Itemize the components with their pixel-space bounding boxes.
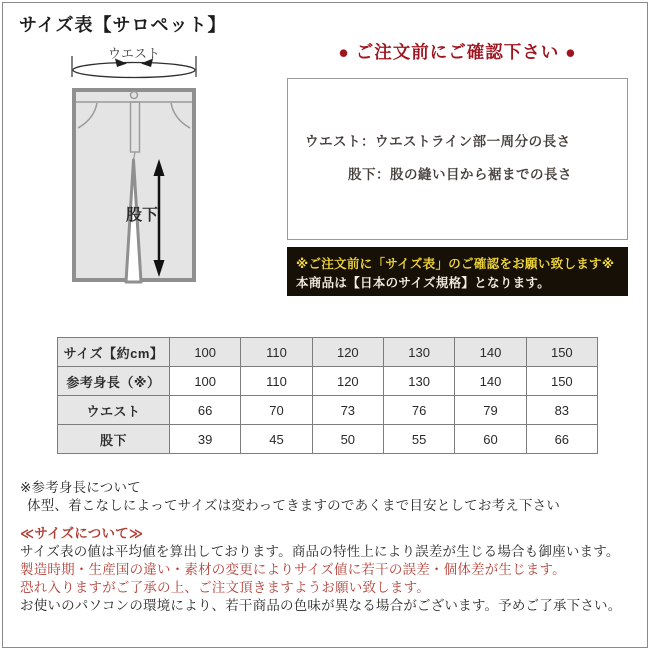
inseam-value: 55 — [383, 425, 454, 454]
table-row-height — [58, 367, 598, 396]
size-table — [57, 337, 598, 454]
size-value: 150 — [526, 338, 597, 367]
warning-line-2: 本商品は【日本のサイズ規格】となります。 — [296, 276, 551, 290]
size-value: 130 — [383, 338, 454, 367]
height-value: 150 — [526, 367, 597, 396]
waist-definition: ウエスト：ウエストライン部一周分の長さ — [305, 134, 571, 149]
inseam-value: 45 — [241, 425, 312, 454]
table-row-waist — [58, 396, 598, 425]
waist-value: 66 — [170, 396, 241, 425]
height-value: 140 — [455, 367, 526, 396]
inseam-value: 50 — [312, 425, 383, 454]
note-about-line-1: サイズ表の値は平均値を算出しております。商品の特性上により誤差が生じる場合も御座います。 — [20, 544, 620, 559]
height-value: 120 — [312, 367, 383, 396]
note-about-line-2: 製造時期・生産国の違い・素材の変更によりサイズ値に若干の誤差・個体差が生じます。 — [20, 562, 566, 577]
page-title: サイズ表【サロペット】 — [19, 15, 227, 35]
inseam-value: 60 — [455, 425, 526, 454]
waist-value: 76 — [383, 396, 454, 425]
waist-value: 73 — [312, 396, 383, 425]
table-row-inseam — [58, 425, 598, 454]
note-about-line-4: お使いのパソコンの環境により、若干商品の色味が異なる場合がございます。予めご了承下さい。 — [20, 598, 622, 613]
note-height-title: ※参考身長について — [20, 480, 141, 495]
definition-box — [287, 78, 628, 240]
inseam-value: 66 — [526, 425, 597, 454]
table-header-height: 参考身長（※） — [58, 367, 170, 396]
notice-heading — [287, 39, 628, 64]
inseam-value: 39 — [170, 425, 241, 454]
red-dot-icon: ● — [338, 42, 350, 62]
table-row-sizes — [58, 338, 598, 367]
size-value: 100 — [170, 338, 241, 367]
height-value: 130 — [383, 367, 454, 396]
table-header-size: サイズ【約cm】 — [58, 338, 170, 367]
table-header-inseam: 股下 — [58, 425, 170, 454]
inseam-definition: 股下：股の縫い目から裾までの長さ — [348, 167, 572, 182]
size-value: 140 — [455, 338, 526, 367]
size-value: 120 — [312, 338, 383, 367]
waist-value: 70 — [241, 396, 312, 425]
pants-measurement-diagram — [60, 50, 205, 285]
note-about-title: ≪サイズについて≫ — [20, 526, 144, 541]
inseam-label: 股下 — [126, 207, 159, 224]
waist-value: 79 — [455, 396, 526, 425]
waist-value: 83 — [526, 396, 597, 425]
note-height-body: 体型、着こなしによってサイズは変わってきますのであくまで目安としてお考え下さい — [27, 498, 561, 513]
size-value: 110 — [241, 338, 312, 367]
table-header-waist: ウエスト — [58, 396, 170, 425]
warning-line-1: ※ご注文前に「サイズ表」のご確認をお願い致します※ — [296, 257, 615, 271]
warning-box — [287, 247, 628, 296]
height-value: 100 — [170, 367, 241, 396]
notice-heading-text: ご注文前にご確認下さい — [355, 42, 560, 62]
red-dot-icon: ● — [565, 42, 577, 62]
waist-label: ウエスト — [107, 46, 160, 61]
pants-outline — [74, 90, 194, 282]
note-about-line-3: 恐れ入りますがご了承の上、ご注文頂きますようお願い致します。 — [20, 580, 430, 595]
height-value: 110 — [241, 367, 312, 396]
